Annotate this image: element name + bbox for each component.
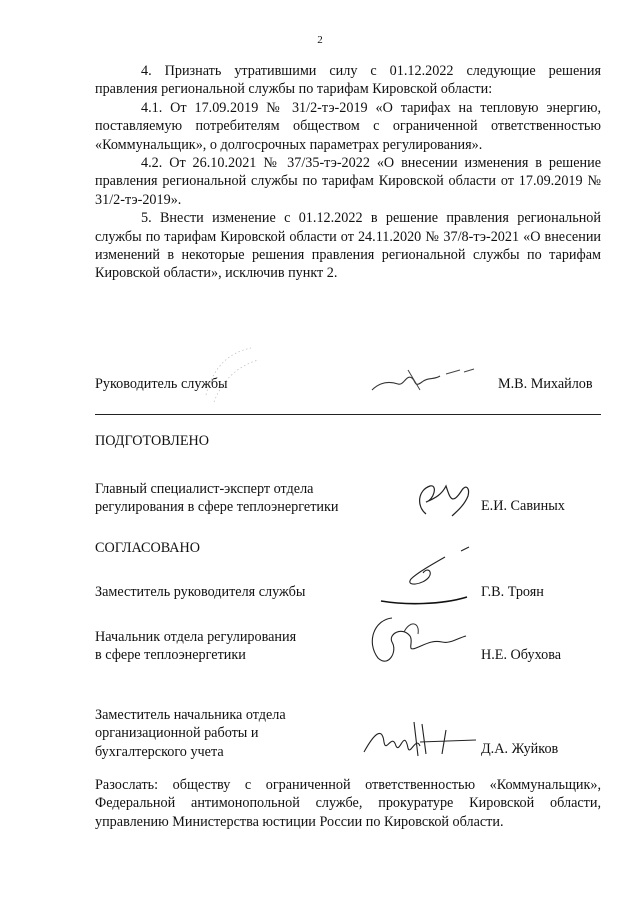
prepared-heading: ПОДГОТОВЛЕНО (95, 433, 209, 449)
signer-obukhova-position: Начальник отдела регулирования в сфере теплоэнергетики (95, 629, 297, 664)
page-number: 2 (317, 34, 323, 46)
prepared-name: Е.И. Савиных (481, 498, 565, 514)
distribution-list: Разослать: обществу с ограниченной ответственностью «Коммунальщик», Федеральной антимонопольной службе, прокуратуре Кировской области, управлению Министерства юстиции России по Кировской области. (95, 777, 601, 830)
paragraph-4-2: 4.2. От 26.10.2021 № 37/35-тэ-2022 «О внесении изменения в решение правления региональной службы по тарифам Кировской области от 17.09.2019 № 31/2-тэ-2019». (95, 155, 601, 208)
signer-troyan-name: Г.В. Троян (481, 584, 544, 600)
prepared-signature (412, 476, 474, 520)
prepared-position: Главный специалист-эксперт отдела регулирования в сфере теплоэнергетики (95, 481, 339, 516)
head-name: М.В. Михайлов (498, 376, 593, 392)
head-signature (368, 360, 478, 396)
signer-zhuykov-name: Д.А. Жуйков (481, 741, 559, 757)
signer-obukhova-signature (362, 612, 472, 668)
signer-troyan-signature (375, 545, 475, 607)
paragraph-5: 5. Внести изменение с 01.12.2022 в решение правления региональной службы по тарифам Кировской области от 24.11.2020 № 37/8-тэ-2021 «О внесении изменений в некоторые решения правления региональной службы по тарифам Кировской области», исключив пункт 2. (95, 210, 601, 282)
signer-zhuykov-position: Заместитель начальника отдела организационной работы и бухгалтерского учета (95, 707, 286, 760)
paragraph-4-1: 4.1. От 17.09.2019 № 31/2-тэ-2019 «О тарифах на тепловую энергию, поставляемую потребителям обществом с ограниченной ответственностью «Коммунальщик», о долгосрочных параметрах регулирования». (95, 99, 601, 153)
paragraph-4: 4. Признать утратившими силу с 01.12.2022 следующие решения правления региональной службы по тарифам Кировской области: (95, 63, 601, 98)
head-title: Руководитель службы (95, 376, 228, 392)
separator-line (95, 414, 601, 415)
signer-troyan-position: Заместитель руководителя службы (95, 584, 306, 600)
decision-body (95, 62, 601, 283)
signer-obukhova-name: Н.Е. Обухова (481, 647, 562, 663)
agreed-heading: СОГЛАСОВАНО (95, 540, 201, 556)
signer-zhuykov-signature (360, 718, 480, 760)
